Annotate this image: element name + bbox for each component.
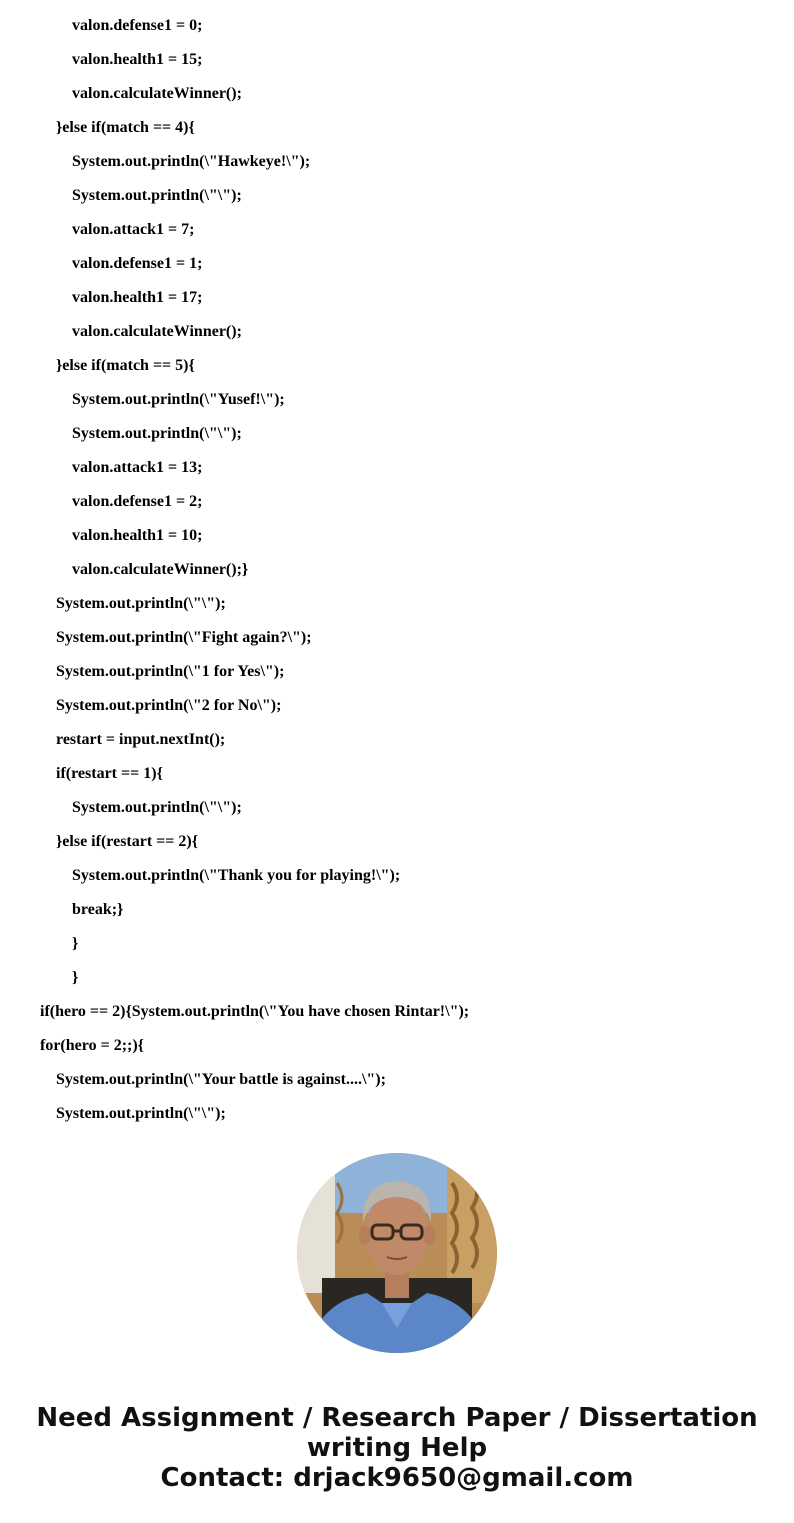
author-photo-icon: [297, 1153, 497, 1353]
promo-line-2: writing Help: [306, 1433, 488, 1463]
code-line: valon.defense1 = 1;: [72, 255, 203, 272]
code-line: valon.health1 = 17;: [72, 289, 203, 306]
code-line: System.out.println(\"2 for No\");: [56, 697, 282, 714]
code-line: System.out.println(\"Thank you for playing!\");: [72, 867, 401, 884]
code-line: break;}: [72, 901, 124, 918]
code-line: valon.calculateWinner();: [72, 85, 242, 102]
code-line: System.out.println(\"\");: [56, 1105, 226, 1122]
code-line: }: [72, 969, 79, 986]
code-line: System.out.println(\"\");: [72, 799, 242, 816]
code-line: }else if(match == 5){: [56, 357, 195, 374]
code-line: }else if(match == 4){: [56, 119, 195, 136]
code-line: System.out.println(\"Hawkeye!\");: [72, 153, 311, 170]
code-line: valon.calculateWinner();}: [72, 561, 249, 578]
code-line: valon.defense1 = 2;: [72, 493, 203, 510]
code-line: valon.attack1 = 13;: [72, 459, 203, 476]
promo-line-1: Need Assignment / Research Paper / Dissertation: [36, 1403, 758, 1433]
code-line: valon.health1 = 15;: [72, 51, 203, 68]
code-line: valon.defense1 = 0;: [72, 17, 203, 34]
code-line: System.out.println(\"Fight again?\");: [56, 629, 312, 646]
code-line: for(hero = 2;;){: [40, 1037, 144, 1054]
promo-banner: [0, 1403, 794, 1493]
code-line: System.out.println(\"\");: [72, 425, 242, 442]
code-line: System.out.println(\"Yusef!\");: [72, 391, 285, 408]
code-line: if(restart == 1){: [56, 765, 163, 782]
code-line: valon.calculateWinner();: [72, 323, 242, 340]
code-line: System.out.println(\"\");: [56, 595, 226, 612]
code-line: }else if(restart == 2){: [56, 833, 199, 850]
code-line: valon.health1 = 10;: [72, 527, 203, 544]
code-line: System.out.println(\"Your battle is against....\");: [56, 1071, 386, 1088]
code-line: System.out.println(\"\");: [72, 187, 242, 204]
author-avatar: [297, 1153, 497, 1353]
code-line: if(hero == 2){System.out.println(\"You have chosen Rintar!\");: [40, 1003, 470, 1020]
code-line: valon.attack1 = 7;: [72, 221, 195, 238]
code-line: }: [72, 935, 79, 952]
code-line: restart = input.nextInt();: [56, 731, 226, 748]
promo-line-3: Contact: drjack9650@gmail.com: [160, 1463, 634, 1493]
code-block: [0, 9, 794, 1131]
code-line: System.out.println(\"1 for Yes\");: [56, 663, 285, 680]
